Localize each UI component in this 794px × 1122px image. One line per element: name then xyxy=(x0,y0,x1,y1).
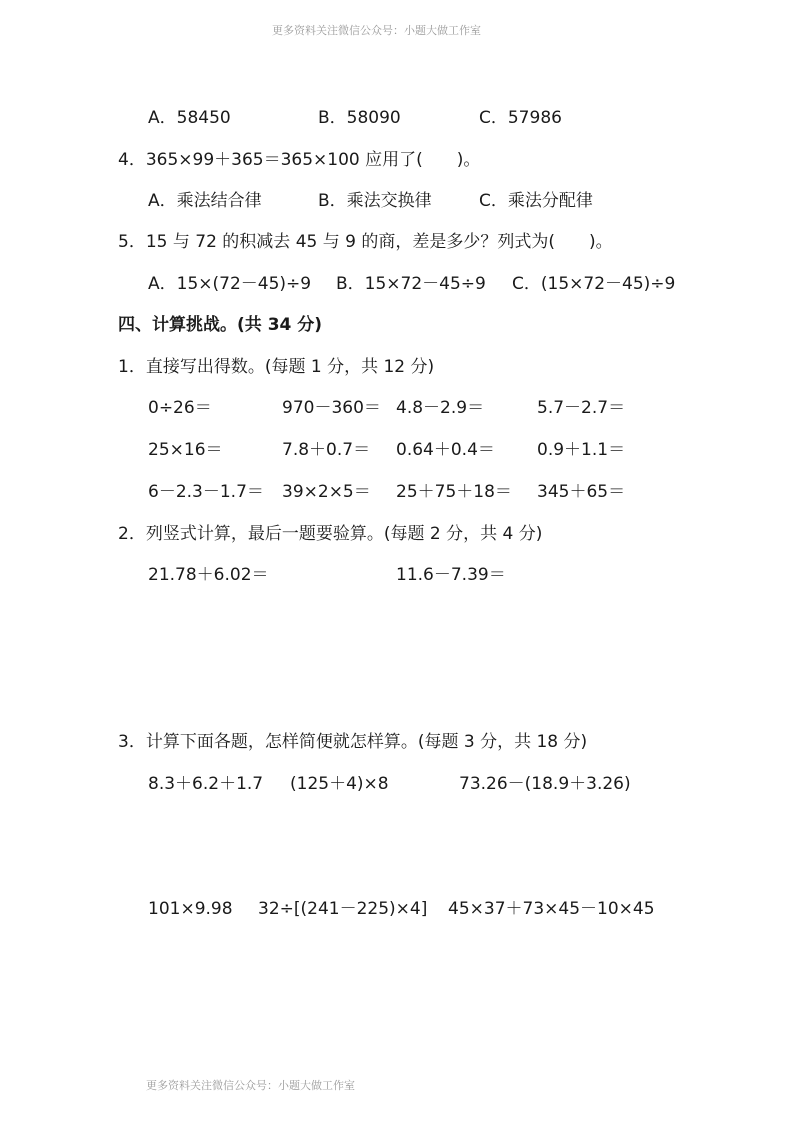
q4-option-a: A．乘法结合律 xyxy=(148,191,262,211)
header-watermark: 更多资料关注微信公众号：小题大做工作室 xyxy=(272,24,481,37)
oral-calc-item: 25×16＝ xyxy=(148,440,223,460)
simplify-calc-item: (125＋4)×8 xyxy=(290,774,389,794)
part1-title: 1．直接写出得数。(每题 1 分，共 12 分) xyxy=(118,357,435,377)
oral-calc-item: 970－360＝ xyxy=(282,398,381,418)
q4-option-b: B．乘法交换律 xyxy=(318,191,432,211)
q4-option-c: C．乘法分配律 xyxy=(479,191,593,211)
simplify-calc-item: 32÷[(241－225)×4] xyxy=(258,899,428,919)
footer-watermark: 更多资料关注微信公众号：小题大做工作室 xyxy=(146,1079,355,1092)
oral-calc-item: 25＋75＋18＝ xyxy=(396,482,512,502)
oral-calc-item: 4.8－2.9＝ xyxy=(396,398,485,418)
oral-calc-item: 345＋65＝ xyxy=(537,482,626,502)
q5-option-b: B．15×72－45÷9 xyxy=(336,274,486,294)
q5-option-a: A．15×(72－45)÷9 xyxy=(148,274,312,294)
q3-option-a: A．58450 xyxy=(148,108,231,128)
oral-calc-item: 0.9＋1.1＝ xyxy=(537,440,626,460)
oral-calc-item: 0÷26＝ xyxy=(148,398,212,418)
q5-stem: 5．15 与 72 的积减去 45 与 9 的商，差是多少？列式为( )。 xyxy=(118,232,613,252)
simplify-calc-item: 45×37＋73×45－10×45 xyxy=(448,899,655,919)
oral-calc-item: 39×2×5＝ xyxy=(282,482,371,502)
q5-option-c: C．(15×72－45)÷9 xyxy=(512,274,676,294)
oral-calc-item: 7.8＋0.7＝ xyxy=(282,440,371,460)
vertical-calc-item: 21.78＋6.02＝ xyxy=(148,565,269,585)
q4-stem: 4．365×99＋365＝365×100 应用了( )。 xyxy=(118,150,481,170)
q3-option-c: C．57986 xyxy=(479,108,562,128)
oral-calc-item: 0.64＋0.4＝ xyxy=(396,440,495,460)
vertical-calc-item: 11.6－7.39＝ xyxy=(396,565,506,585)
simplify-calc-item: 73.26－(18.9＋3.26) xyxy=(459,774,631,794)
simplify-calc-item: 8.3＋6.2＋1.7 xyxy=(148,774,264,794)
part2-title: 2．列竖式计算，最后一题要验算。(每题 2 分，共 4 分) xyxy=(118,524,543,544)
q3-option-b: B．58090 xyxy=(318,108,401,128)
simplify-calc-item: 101×9.98 xyxy=(148,899,233,919)
oral-calc-item: 5.7－2.7＝ xyxy=(537,398,626,418)
part3-title: 3．计算下面各题，怎样简便就怎样算。(每题 3 分，共 18 分) xyxy=(118,732,588,752)
section4-title: 四、计算挑战。(共 34 分) xyxy=(118,315,323,335)
oral-calc-item: 6－2.3－1.7＝ xyxy=(148,482,264,502)
